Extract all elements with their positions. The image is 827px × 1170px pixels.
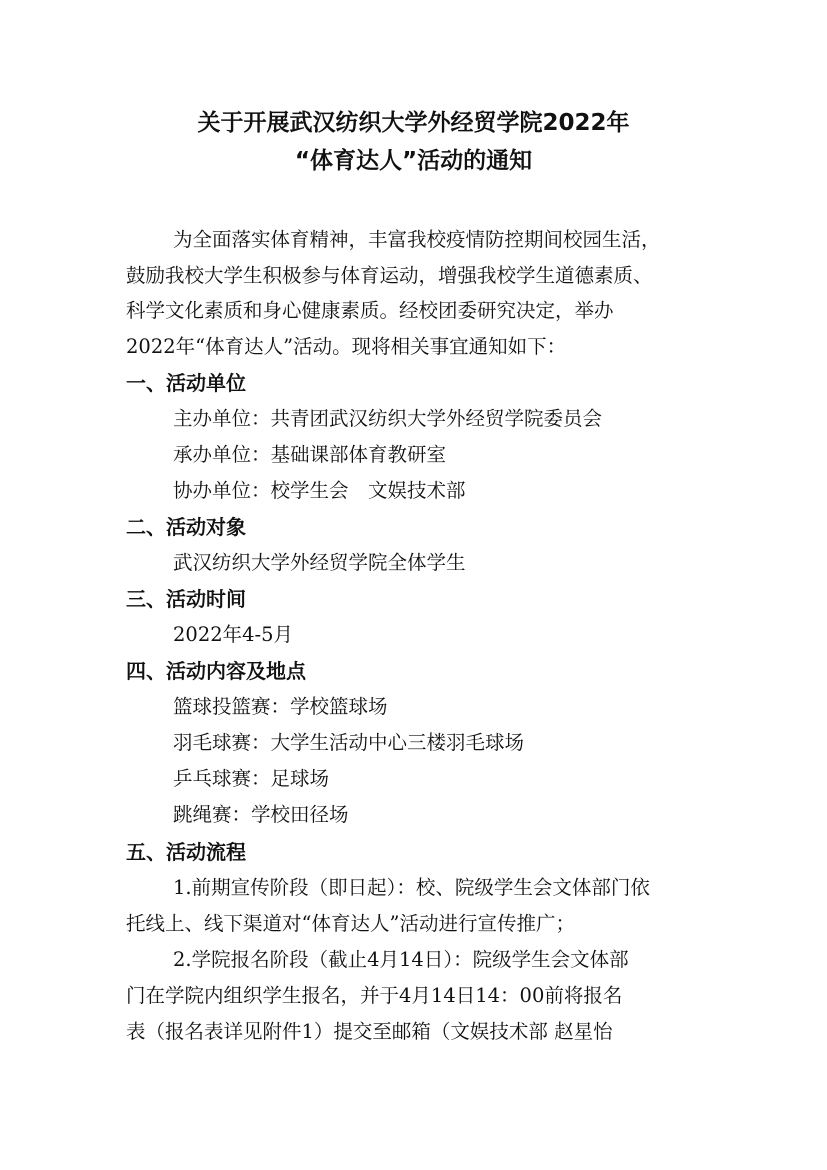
- section-heading-content: 四、活动内容及地点: [126, 659, 306, 683]
- event-badminton: 羽毛球赛：大学生活动中心三楼羽毛球场: [173, 731, 525, 754]
- process-line: 2.学院报名阶段（截止4月14日）：院级学生会文体部: [173, 948, 629, 971]
- intro-paragraph-line: 2022年“体育达人”活动。现将相关事宜通知如下：: [126, 335, 567, 358]
- process-line: 1.前期宣传阶段（即日起）：校、院级学生会文体部门依: [173, 876, 650, 899]
- time-line: 2022年4-5月: [173, 623, 294, 646]
- title-line-2: “体育达人”活动的通知: [294, 148, 533, 174]
- process-line: 表（报名表详见附件1）提交至邮箱（文娱技术部 赵星怡: [126, 1020, 613, 1043]
- intro-paragraph-line: 为全面落实体育精神，丰富我校疫情防控期间校园生活，: [173, 228, 661, 251]
- section-heading-process: 五、活动流程: [126, 840, 246, 864]
- title-line-1: 关于开展武汉纺织大学外经贸学院2022年: [197, 110, 630, 136]
- intro-paragraph-line: 科学文化素质和身心健康素质。经校团委研究决定，举办: [126, 299, 614, 322]
- process-line: 门在学院内组织学生报名，并于4月14日14：00前将报名: [126, 984, 623, 1007]
- section-heading-target: 二、活动对象: [126, 515, 246, 539]
- undertaker-line: 承办单位：基础课部体育教研室: [173, 443, 447, 466]
- event-basketball: 篮球投篮赛：学校篮球场: [173, 695, 388, 718]
- section-heading-time: 三、活动时间: [126, 587, 246, 611]
- intro-paragraph-line: 鼓励我校大学生积极参与体育运动，增强我校学生道德素质、: [126, 264, 653, 287]
- organizer-line: 主办单位：共青团武汉纺织大学外经贸学院委员会: [173, 407, 603, 430]
- section-heading-units: 一、活动单位: [126, 371, 246, 395]
- event-table-tennis: 乒乓球赛：足球场: [173, 767, 330, 790]
- process-line: 托线上、线下渠道对“体育达人”活动进行宣传推广；: [126, 912, 575, 935]
- target-line: 武汉纺织大学外经贸学院全体学生: [173, 551, 466, 574]
- co-organizer-line: 协办单位：校学生会 文娱技术部: [173, 479, 466, 502]
- event-jump-rope: 跳绳赛：学校田径场: [173, 803, 349, 826]
